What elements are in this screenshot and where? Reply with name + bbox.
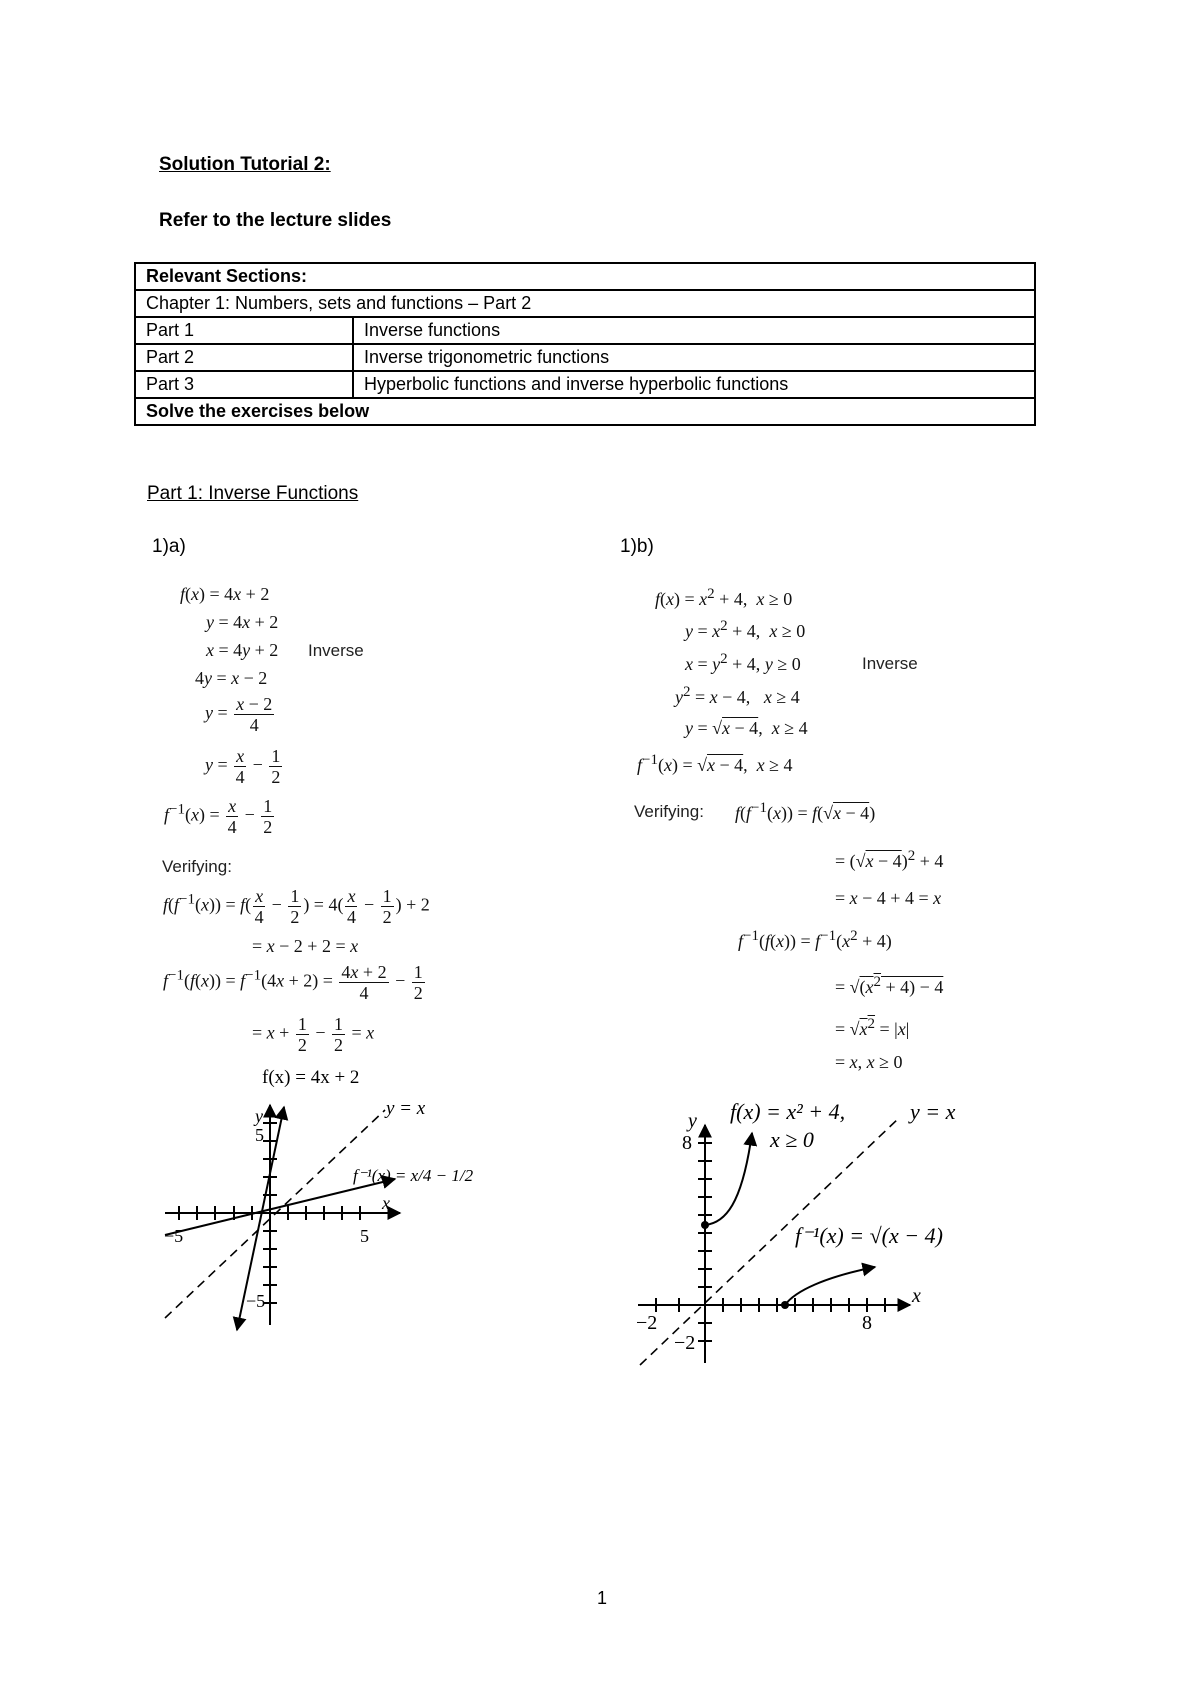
x-axis-label: x — [382, 1193, 390, 1213]
f-label: f(x) = 4x + 2 — [262, 1067, 360, 1088]
equation: $f^{-1}(x) = √x - 4$, x ≥ 4 — [637, 752, 793, 775]
inverse-note: Inverse — [862, 654, 918, 673]
table-row — [135, 344, 1035, 371]
graph-1b — [630, 1095, 990, 1375]
question-label-1b: 1)b) — [620, 536, 654, 557]
equation: = $√x^2 = |x|$ — [835, 1016, 910, 1039]
table-cell-part: Part 1 — [135, 317, 353, 344]
f-label: f(x) = x² + 4, — [730, 1099, 846, 1124]
equation: y = $\frac{x - 2}{4}$ — [205, 694, 273, 735]
equation: $f^{-1}(f(x)) = f^{-1}(4x + 2)$ = $\frac{4x + 2}{4}$ − $\frac{1}{2}$ — [163, 962, 423, 1003]
table-footer: Solve the exercises below — [135, 398, 1035, 425]
identity-label: y = x — [386, 1098, 426, 1119]
table-cell-topic: Hyperbolic functions and inverse hyperbolic functions — [353, 371, 1035, 398]
equation: 4y = x − 2 — [195, 668, 268, 688]
tick-label: 8 — [682, 1132, 692, 1154]
page-number: 1 — [597, 1588, 608, 1608]
equation: y = $\frac{x}{4}$ − $\frac{1}{2}$ — [205, 746, 281, 787]
f-start-point — [701, 1221, 709, 1229]
relevant-sections-table — [134, 262, 1036, 426]
equation: = $(√x - 4)^2 + 4$ — [835, 848, 944, 871]
equation: = x, x ≥ 0 — [835, 1052, 903, 1072]
f-curve — [705, 1133, 752, 1225]
identity-label: y = x — [910, 1099, 956, 1124]
equation: $f(f^{-1}(x)) = f$( $\frac{x}{4}$ − $\frac{1}{2}$ ) = 4( $\frac{x}{4}$ − $\frac{1}{2}$ ) + 2 — [163, 886, 430, 927]
page-subtitle: Refer to the lecture slides — [159, 210, 392, 231]
table-row — [135, 317, 1035, 344]
equation: = x + $\frac{1}{2}$ − $\frac{1}{2}$ = x — [252, 1014, 375, 1055]
equation: $f(x) = x^2 + 4$, x ≥ 0 — [655, 586, 793, 609]
y-axis-label: y — [255, 1106, 263, 1126]
equation: x = 4y + 2 — [206, 640, 279, 660]
section-heading-part1: Part 1: Inverse Functions — [147, 483, 359, 504]
equation: $y = x^2 + 4$, x ≥ 0 — [685, 618, 806, 641]
x-axis-label: x — [912, 1285, 921, 1307]
question-label-1a: 1)a) — [152, 536, 186, 557]
page-title: Solution Tutorial 2: — [159, 154, 331, 175]
equation: $f(f^{-1}(x)) = f(√x - 4)$ — [735, 800, 876, 823]
table-cell-part: Part 3 — [135, 371, 353, 398]
tick-label: −2 — [674, 1332, 696, 1354]
tick-label: −2 — [636, 1312, 658, 1334]
equation: y = 4x + 2 — [206, 612, 279, 632]
table-cell-part: Part 2 — [135, 344, 353, 371]
equation: = x − 2 + 2 = x — [252, 936, 359, 956]
equation: $x = y^2 + 4$, y ≥ 0 — [685, 651, 801, 674]
verifying-label: Verifying: — [634, 802, 704, 821]
y-axis-label: y — [688, 1110, 697, 1132]
finv-label: f⁻¹(x) = x/4 − 1/2 — [353, 1166, 474, 1185]
tick-label: 5 — [360, 1226, 369, 1246]
table-row — [135, 371, 1035, 398]
finv-label: f⁻¹(x) = √(x − 4) — [795, 1223, 943, 1248]
table-cell-topic: Inverse functions — [353, 317, 1035, 344]
equation: y = √x − 4, x ≥ 4 — [685, 718, 808, 738]
finv-start-point — [781, 1301, 789, 1309]
table-header: Relevant Sections: — [135, 263, 1035, 290]
tick-label: 5 — [255, 1125, 264, 1145]
tick-label: 8 — [862, 1312, 872, 1334]
axes — [165, 1105, 400, 1325]
equation: = $√(x^2 + 4) - 4$ — [835, 974, 944, 997]
f-domain-label: x ≥ 0 — [770, 1127, 814, 1152]
table-cell-topic: Inverse trigonometric functions — [353, 344, 1035, 371]
equation: $f^{-1}(x)$ = $\frac{x}{4}$ − $\frac{1}{2}$ — [164, 796, 273, 837]
graph-1a — [150, 1065, 510, 1335]
equation: f(x) = 4x + 2 — [180, 584, 270, 604]
equation: $y^2 = x - 4$, x ≥ 4 — [675, 684, 800, 707]
inverse-note: Inverse — [308, 641, 364, 660]
table-chapter: Chapter 1: Numbers, sets and functions – Part 2 — [135, 290, 1035, 317]
equation: $f^{-1}(f(x)) = f^{-1}(x^2 + 4)$ — [738, 928, 892, 951]
verifying-label: Verifying: — [162, 857, 232, 876]
tick-label: −5 — [164, 1226, 184, 1246]
tick-label: −5 — [246, 1291, 266, 1311]
equation: = x − 4 + 4 = x — [835, 888, 942, 908]
